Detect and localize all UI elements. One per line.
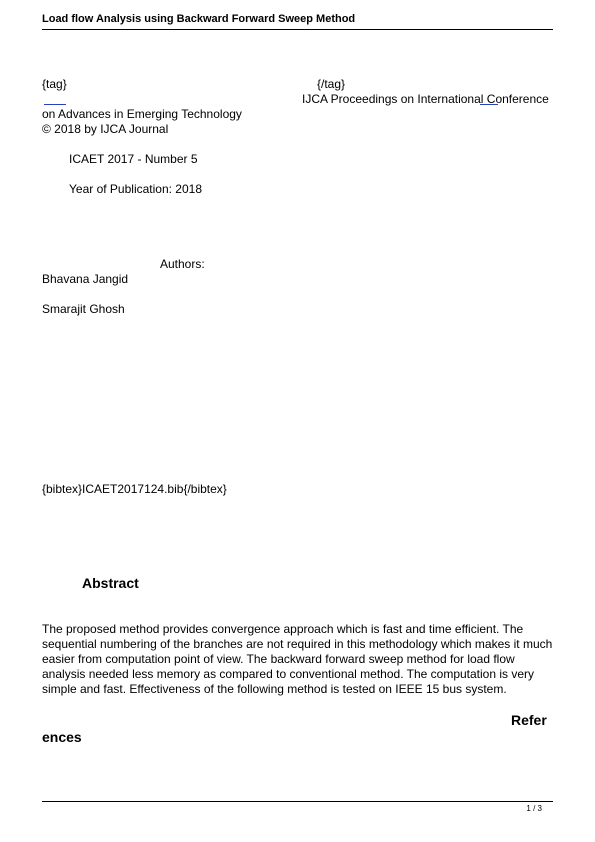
- issue-number: ICAET 2017 - Number 5: [69, 152, 198, 166]
- link-underline[interactable]: [44, 104, 66, 105]
- footer-rule: [42, 801, 553, 802]
- tag-close: {/tag}: [317, 77, 346, 91]
- author-name: Bhavana Jangid: [42, 272, 129, 286]
- references-heading-part2: ences: [42, 729, 82, 745]
- references-heading-part1: Refer: [511, 712, 547, 728]
- link-underline[interactable]: [480, 104, 498, 105]
- page-number: 1 / 3: [526, 804, 542, 813]
- header-rule: [42, 29, 553, 30]
- journal-line-1[interactable]: IJCA Proceedings on International Conference: [302, 92, 549, 106]
- page-header-title: Load flow Analysis using Backward Forward Sweep Method: [42, 13, 356, 25]
- tag-open: {tag}: [42, 77, 67, 91]
- bibtex-line: {bibtex}ICAET2017124.bib{/bibtex}: [42, 482, 227, 496]
- abstract-text: The proposed method provides convergence approach which is fast and time efficient. The sequential numbering of the branches are not required in this methodology which makes it much easier from computation point of view. The backward forward sweep method for load flow analysis needed less memory as compared to conventional method. The computation is very simple and fast. Effectiveness of the following method is tested on IEEE 15 bus system.: [42, 622, 553, 696]
- copyright: © 2018 by IJCA Journal: [42, 122, 169, 136]
- publication-year: Year of Publication: 2018: [69, 182, 202, 196]
- journal-line-2: on Advances in Emerging Technology: [42, 107, 242, 121]
- author-name: Smarajit Ghosh: [42, 302, 125, 316]
- abstract-heading: Abstract: [82, 575, 139, 591]
- authors-label: Authors:: [160, 257, 205, 271]
